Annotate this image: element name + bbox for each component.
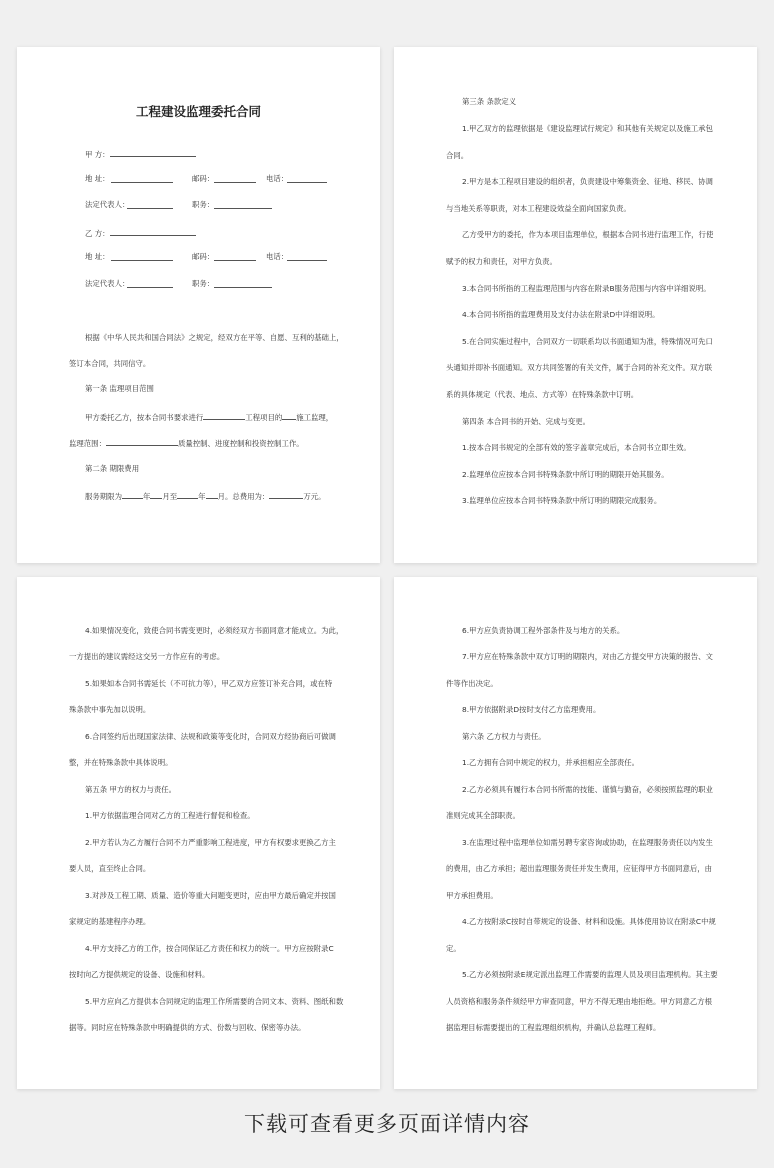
text-line: 4.乙方按附录C按时自带规定的设备、材料和设施。具体使用协议在附录C中规 [462,917,716,926]
text-line: 5.在合同实施过程中，合同双方一切联系均以书面通知为准，特殊情况可先口 [462,337,713,346]
start-year-blank [122,490,143,499]
article-2-line [85,490,326,502]
phone-blank [287,174,327,183]
party-a-label: 甲 方： [85,150,110,159]
article-1-line-1 [85,411,333,423]
text-line: 准则完成其全部职责。 [446,811,520,820]
total-fee-blank [269,490,303,499]
text-line: 3.对涉及工程工期、质量、造价等重大问题变更时，应由甲方最后确定并按国 [85,891,336,900]
zip2-label: 邮码： [192,252,215,261]
text-line: 整，并在特殊条款中具体说明。 [69,758,173,767]
text-line: 2.监理单位应按本合同书特殊条款中所订明的期限开始其服务。 [462,470,669,479]
text-line: 人员资格和服务条件须经甲方审查同意，甲方不得无理由地拒绝。甲方同意乙方根 [446,997,713,1006]
party-b-row [85,227,196,239]
text-line: 5.乙方必须按附录E规定派出监理工作需要的监理人员及项目监理机构。其主要 [462,970,718,979]
text-line: 3.监理单位应按本合同书特殊条款中所订明的期限完成服务。 [462,496,662,505]
preamble-line-1: 根据《中华人民共和国合同法》之规定，经双方在平等、自愿、互利的基础上， [85,333,344,342]
legal-rep2-label: 法定代表人： [85,279,130,288]
contract-page-2 [394,47,757,563]
contract-title: 工程建设监理委托合同 [135,104,261,119]
text-segment: 年 [198,492,206,501]
download-more-banner: 下载可查看更多页面详情内容 [244,1112,530,1136]
text-segment: 监理范围： [69,439,106,448]
contract-page-4 [394,577,757,1089]
text-line: 1.按本合同书规定的全部有效的签字盖章完成后，本合同书立即生效。 [462,443,691,452]
text-line: 6.合同签约后出现国家法律、法规和政策等变化时，合同双方经协商后可做调 [85,732,336,741]
start-month-blank [150,490,162,499]
zip-blank [214,174,256,183]
text-line: 甲方承担费用。 [446,891,498,900]
preamble-line-2: 签订本合同，共同信守。 [69,359,151,368]
text-line: 5.如果如本合同书需延长（不可抗力等），甲乙双方应签订补充合同，或在特 [85,679,333,688]
text-line: 殊条款中事先加以说明。 [69,705,151,714]
text-line: 3.在监理过程中监理单位如需另聘专家咨询或协助，在监理服务责任以内发生 [462,838,713,847]
text-line: 6.甲方应负责协调工程外部条件及与地方的关系。 [462,626,625,635]
zip2-blank [214,252,256,261]
text-line: 4.如果情况变化，致使合同书需变更时，必须经双方书面同意才能成立。为此， [85,626,344,635]
text-line: 件等作出决定。 [446,679,498,688]
position2-blank [214,279,272,288]
text-segment: 月至 [162,492,178,501]
text-line: 据等。同时应在特殊条款中明确提供的方式、份数与回收、保密等办法。 [69,1023,306,1032]
text-line: 要人员，直至终止合同。 [69,864,151,873]
scope-blank [106,437,178,446]
contract-page-1 [17,47,380,563]
project-phase-blank [282,411,296,420]
text-segment: 年 [142,492,151,501]
phone2-blank [287,252,327,261]
text-segment: 服务期限为 [85,492,122,501]
end-year-blank [177,490,198,499]
text-line: 4.本合同书所指的监理费用及支付办法在附录D中详细说明。 [462,310,660,319]
text-line: 1.甲方依据监理合同对乙方的工程进行督促和检查。 [85,811,255,820]
text-line: 5.甲方应向乙方提供本合同规定的监理工作所需要的合同文本、资料、图纸和数 [85,997,344,1006]
text-segment: 工程项目的 [245,413,283,422]
article-3-title: 第三条 条款定义 [462,97,517,106]
text-line: 系的具体规定（代表、地点、方式等）在特殊条款中订明。 [446,390,639,399]
text-line: 一方提出的建议需经这交另一方作应有的考虑。 [69,652,225,661]
text-line: 2.乙方必须具有履行本合同书所需的技能、谨慎与勤奋，必须按照监理的职业 [462,785,713,794]
text-line: 合同。 [446,151,469,160]
phone-label: 电话： [266,174,289,183]
article-5-title: 第五条 甲方的权力与责任。 [85,785,177,794]
address2-blank [111,252,173,261]
text-line: 按时向乙方提供规定的设备、设施和材料。 [69,970,210,979]
text-line: 2.甲方是本工程项目建设的组织者，负责建设中筹集资金、征地、移民、协调 [462,177,713,186]
contract-page-3 [17,577,380,1089]
article-1-line-2 [69,437,304,449]
text-line: 据监理目标需要提出的工程监理组织机构，并确认总监理工程师。 [446,1023,661,1032]
text-line: 1.甲乙双方的监理依据是《建设监理试行规定》和其他有关规定以及施工承包 [462,124,713,133]
project-name-blank [203,411,245,420]
text-segment: 质量控制、进度控制和投资控制工作。 [177,439,304,448]
article-6-title: 第六条 乙方权力与责任。 [462,732,546,741]
text-line: 7.甲方应在特殊条款中双方订明的期限内，对由乙方提交甲方决策的报告、文 [462,652,713,661]
text-line: 赋予的权力和责任，对甲方负责。 [446,257,557,266]
address2-label: 地 址： [85,252,110,261]
address-blank [111,174,173,183]
legal-rep-blank [127,200,173,209]
end-month-blank [206,490,218,499]
phone2-label: 电话： [266,252,289,261]
party-b-label: 乙 方： [85,229,110,238]
text-line: 头通知并即补书面通知。双方共同签署的有关文件，属于合同的补充文件。双方联 [446,363,713,372]
text-segment: 月。总费用为： [217,492,270,501]
article-4-title: 第四条 本合同书的开始、完成与变更。 [462,417,590,426]
text-line: 定。 [446,944,461,953]
legal-rep-label: 法定代表人： [85,200,130,209]
legal-rep2-blank [127,279,173,288]
text-line: 1.乙方拥有合同中规定的权力，并承担相应全部责任。 [462,758,640,767]
text-line: 的费用，由乙方承担；超出监理服务责任并发生费用，应征得甲方书面同意后，由 [446,864,713,873]
article-1-title: 第一条 监理项目范围 [85,384,154,393]
text-line: 8.甲方依据附录D按时支付乙方监理费用。 [462,705,601,714]
text-segment: 甲方委托乙方，按本合同书要求进行 [85,413,204,422]
text-line: 家规定的基建程序办理。 [69,917,151,926]
text-segment: 万元。 [303,492,326,501]
text-line: 3.本合同书所指的工程监理范围与内容在附录B服务范围与内容中详细说明。 [462,284,711,293]
text-segment: 施工监理， [296,413,334,422]
article-2-title: 第二条 期限费用 [85,464,140,473]
position2-label: 职务： [192,279,215,288]
text-line: 2.甲方若认为乙方履行合同不力严重影响工程进度，甲方有权要求更换乙方主 [85,838,336,847]
text-line: 4.甲方支持乙方的工作，按合同保证乙方责任和权力的统一。甲方应按附录C [85,944,334,953]
party-a-row [85,148,196,160]
text-line: 乙方受甲方的委托，作为本项目监理单位，根据本合同书进行监理工作，行使 [462,230,714,239]
position-label: 职务： [192,200,215,209]
party-a-blank [110,148,196,157]
address-label: 地 址： [85,174,110,183]
position-blank [214,200,272,209]
text-line: 与当地关系等职责，对本工程建设效益全面向国家负责。 [446,204,631,213]
party-b-blank [110,227,196,236]
zip-label: 邮码： [192,174,215,183]
